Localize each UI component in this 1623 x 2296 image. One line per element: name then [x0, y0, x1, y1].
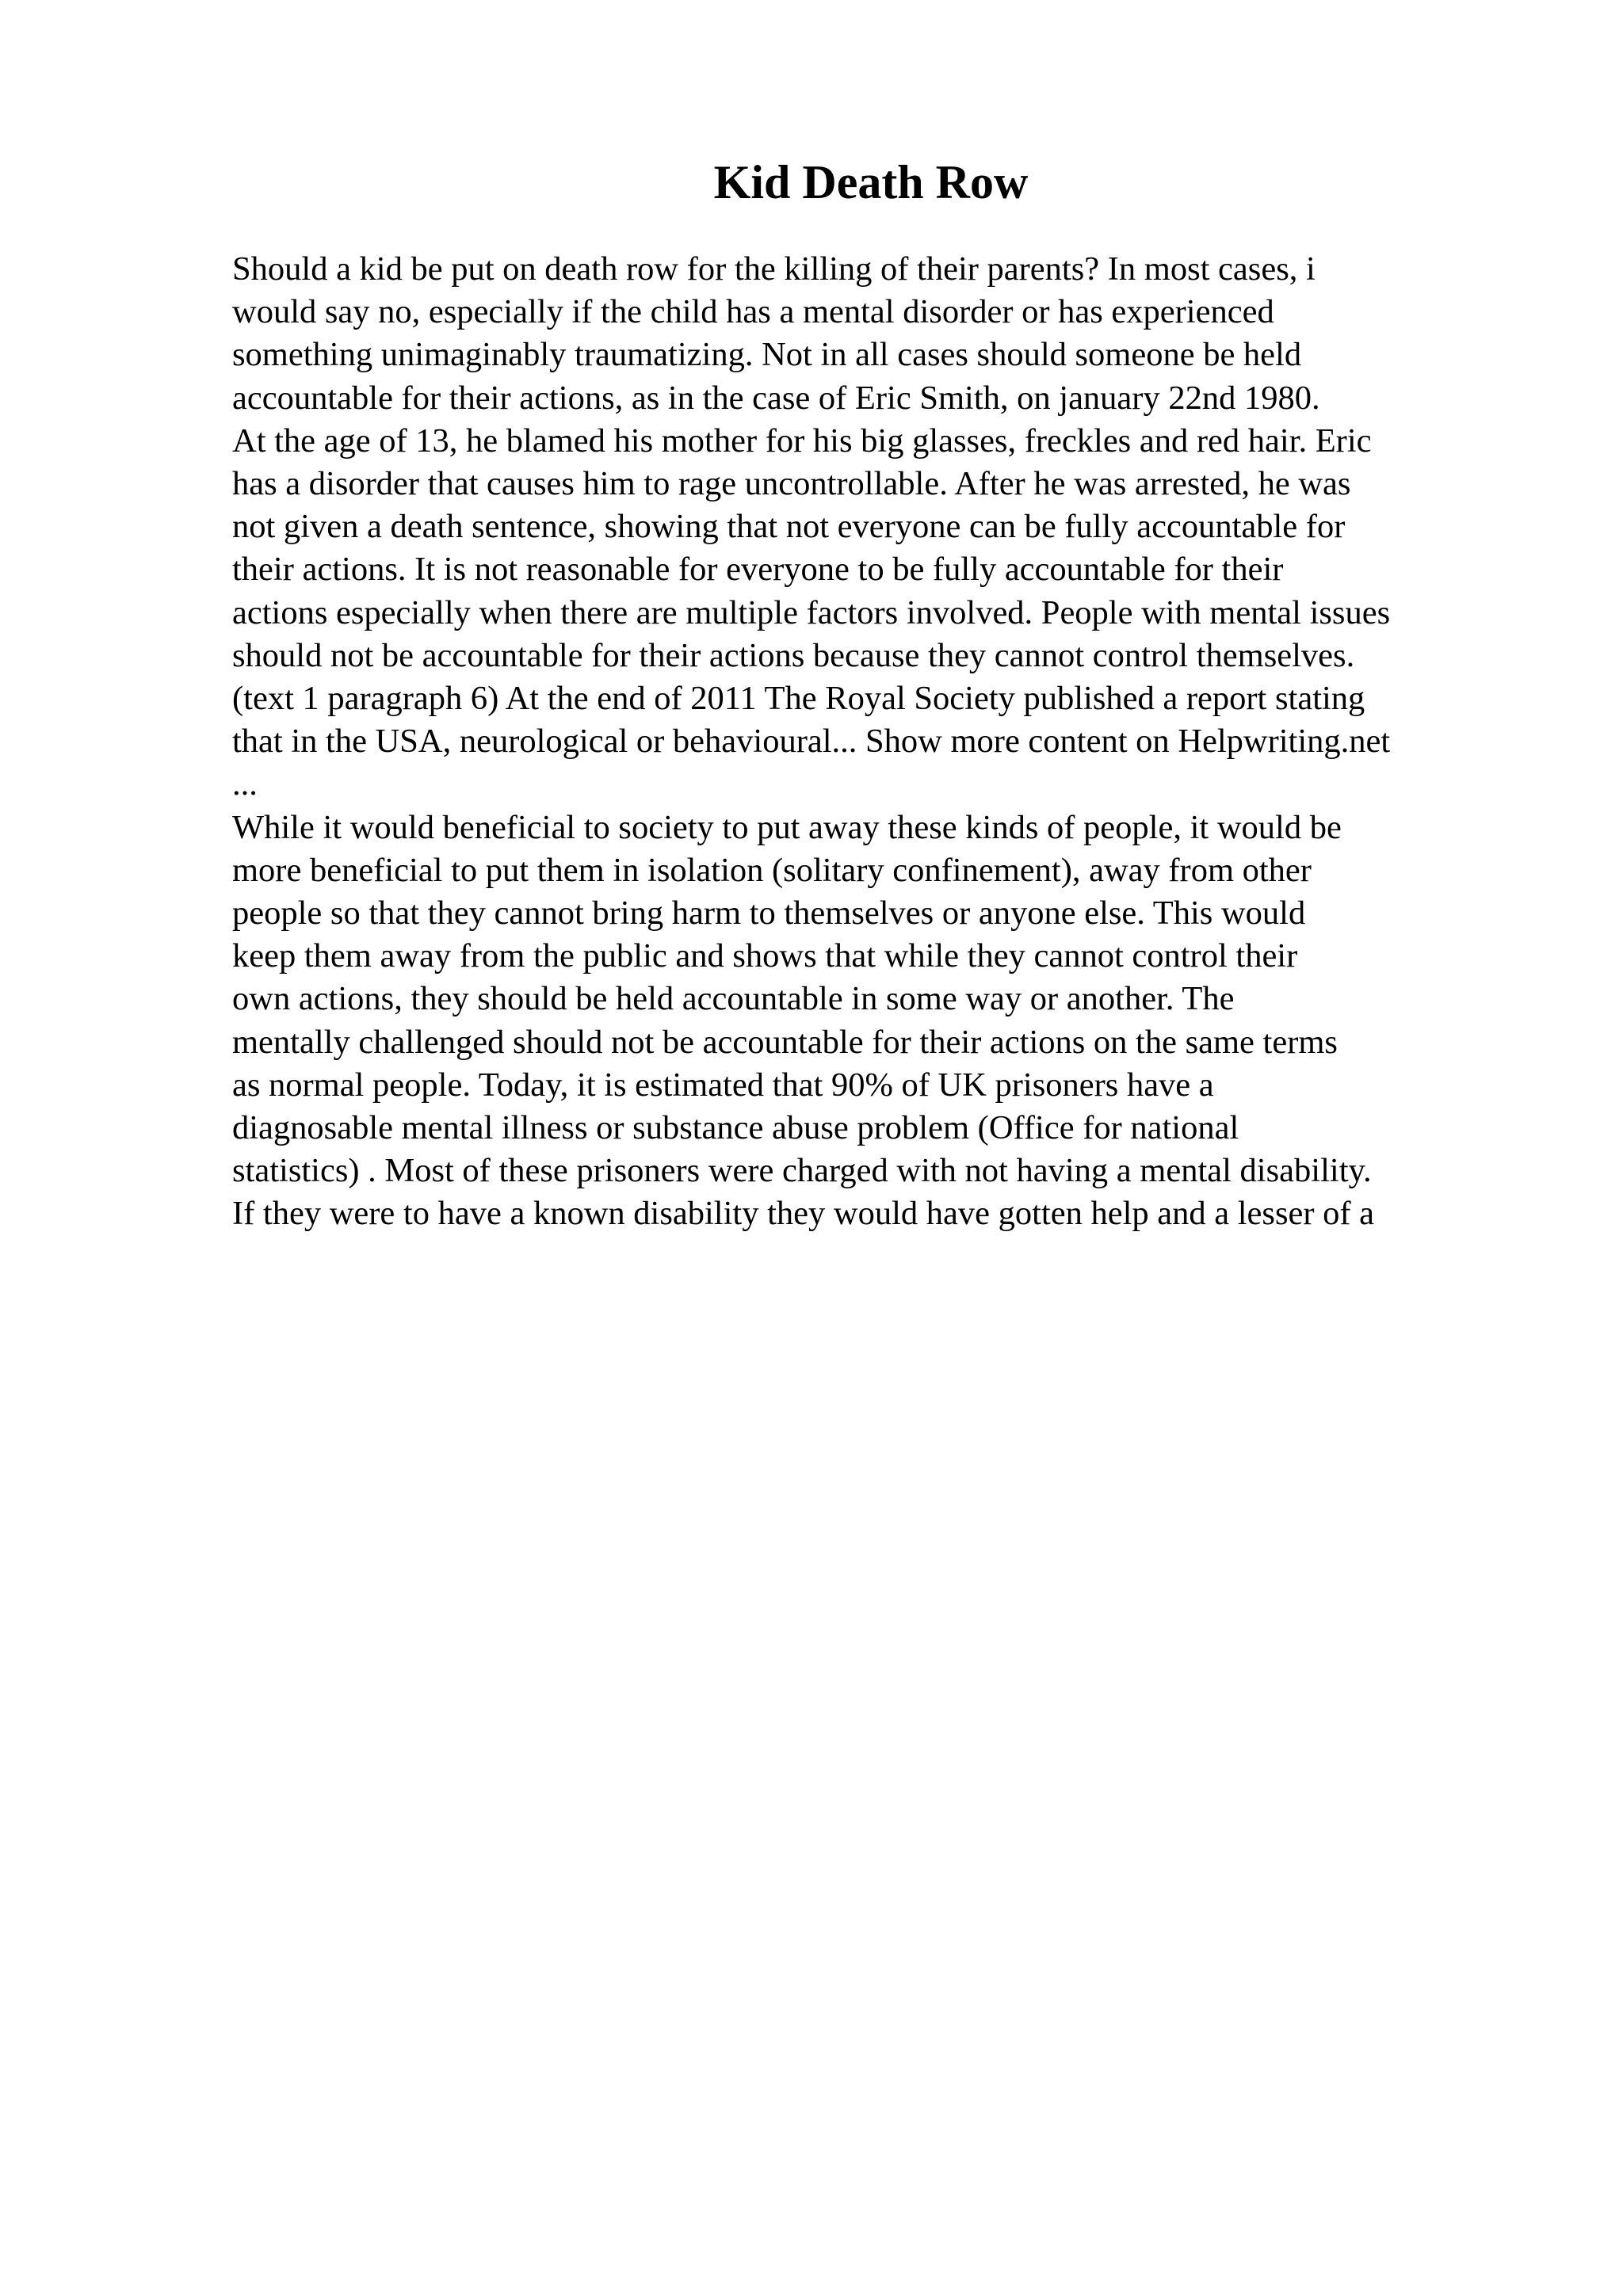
text-line: (text 1 paragraph 6) At the end of 2011 The Royal Society published a report stating: [232, 680, 1365, 718]
text-line: ...: [232, 765, 258, 803]
text-line: more beneficial to put them in isolation (solitary confinement), away from other: [232, 851, 1312, 889]
text-line: would say no, especially if the child has a mental disorder or has experienced: [232, 293, 1274, 331]
text-line: own actions, they should be held accountable in some way or another. The: [232, 980, 1235, 1018]
text-line: should not be accountable for their actions because they cannot control themselves.: [232, 636, 1355, 674]
text-line: mentally challenged should not be accountable for their actions on the same terms: [232, 1023, 1338, 1061]
text-line: as normal people. Today, it is estimated that 90% of UK prisoners have a: [232, 1066, 1214, 1104]
text-line: Should a kid be put on death row for the killing of their parents? In most cases, i: [232, 250, 1316, 288]
text-line: has a disorder that causes him to rage uncontrollable. After he was arrested, he was: [232, 465, 1351, 503]
text-line: not given a death sentence, showing that not everyone can be fully accountable for: [232, 508, 1346, 546]
text-line: their actions. It is not reasonable for everyone to be fully accountable for their: [232, 551, 1284, 589]
document-body: [232, 248, 1548, 1236]
document-title: Kid Death Row: [713, 156, 1029, 208]
text-line: At the age of 13, he blamed his mother for his big glasses, freckles and red hair. Eric: [232, 421, 1372, 460]
text-line: that in the USA, neurological or behavioural... Show more content on Helpwriting.net: [232, 723, 1391, 761]
text-line: While it would beneficial to society to put away these kinds of people, it would be: [232, 808, 1342, 846]
text-line: accountable for their actions, as in the case of Eric Smith, on january 22nd 1980.: [232, 379, 1320, 417]
text-line: If they were to have a known disability they would have gotten help and a lesser of a: [232, 1195, 1375, 1233]
text-line: diagnosable mental illness or substance abuse problem (Office for national: [232, 1109, 1239, 1147]
text-line: actions especially when there are multiple factors involved. People with mental issues: [232, 593, 1391, 631]
text-line: something unimaginably traumatizing. Not in all cases should someone be held: [232, 336, 1302, 374]
text-line: keep them away from the public and shows that while they cannot control their: [232, 937, 1298, 975]
text-line: statistics) . Most of these prisoners were charged with not having a mental disability.: [232, 1152, 1372, 1190]
text-line: people so that they cannot bring harm to themselves or anyone else. This would: [232, 894, 1306, 933]
